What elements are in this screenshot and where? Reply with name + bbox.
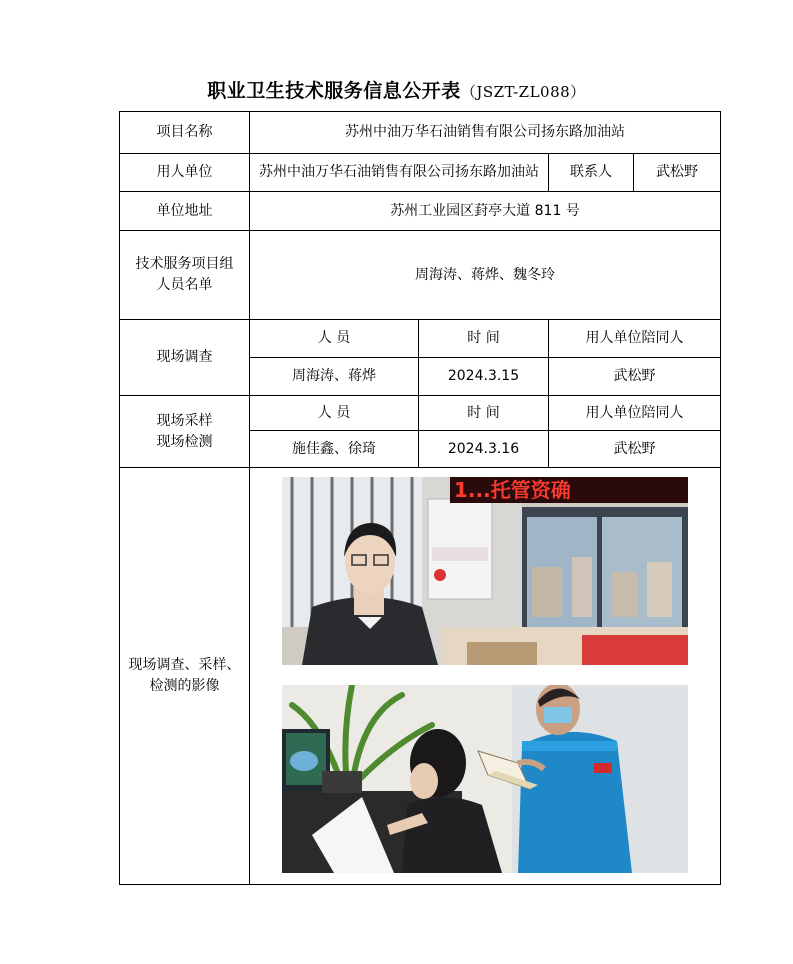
row-employer	[120, 154, 721, 192]
employer-label: 用人单位	[120, 154, 250, 192]
survey-col-companion: 用人单位陪同人	[549, 320, 721, 358]
survey-companion: 武松野	[549, 358, 721, 396]
page-title	[0, 76, 793, 103]
sampling-col-companion: 用人单位陪同人	[549, 396, 721, 431]
sampling-person: 施佳鑫、徐琦	[250, 431, 419, 468]
team-value: 周海涛、蒋烨、魏冬玲	[250, 231, 721, 320]
images-label	[120, 468, 250, 885]
team-label	[120, 231, 250, 320]
project-value: 苏州中油万华石油销售有限公司扬东路加油站	[250, 112, 721, 154]
survey-col-person: 人 员	[250, 320, 419, 358]
row-project	[120, 112, 721, 154]
info-table	[119, 111, 721, 885]
row-team	[120, 231, 721, 320]
row-survey-header	[120, 320, 721, 358]
site-survey-photo-drawing	[282, 477, 688, 665]
survey-person: 周海涛、蒋烨	[250, 358, 419, 396]
address-label: 单位地址	[120, 192, 250, 231]
contact-label: 联系人	[549, 154, 634, 192]
survey-time: 2024.3.15	[419, 358, 549, 396]
sampling-time: 2024.3.16	[419, 431, 549, 468]
sampling-col-person: 人 员	[250, 396, 419, 431]
survey-label: 现场调查	[120, 320, 250, 396]
survey-col-time: 时 间	[419, 320, 549, 358]
form-code: （JSZT-ZL088）	[460, 83, 586, 101]
address-value: 苏州工业园区葑亭大道 811 号	[250, 192, 721, 231]
contact-value: 武松野	[634, 154, 721, 192]
title-text: 职业卫生技术服务信息公开表	[207, 80, 461, 102]
site-survey-photo	[282, 477, 688, 665]
row-images	[120, 468, 721, 885]
project-label: 项目名称	[120, 112, 250, 154]
sampling-companion: 武松野	[549, 431, 721, 468]
site-sampling-photo	[282, 685, 688, 873]
sampling-label-line1: 现场采样	[156, 412, 213, 429]
sampling-col-time: 时 间	[419, 396, 549, 431]
row-address	[120, 192, 721, 231]
site-sampling-photo-drawing	[282, 685, 688, 873]
team-label-line2: 人员名单	[156, 277, 213, 293]
led-sign-text: 1...托管资确	[454, 478, 571, 502]
employer-value: 苏州中油万华石油销售有限公司扬东路加油站	[250, 154, 549, 192]
row-sampling-header	[120, 396, 721, 431]
sampling-label	[120, 396, 250, 468]
images-label-line2: 检测的影像	[149, 678, 220, 694]
sampling-label-line2: 现场检测	[156, 433, 213, 450]
images-cell	[250, 468, 721, 885]
team-label-line1: 技术服务项目组	[135, 256, 234, 272]
images-label-line1: 现场调查、采样、	[128, 657, 241, 673]
